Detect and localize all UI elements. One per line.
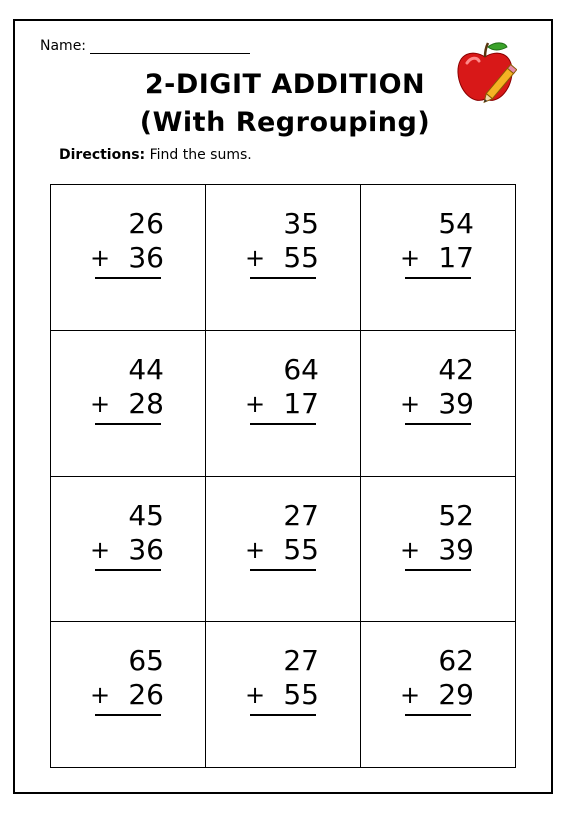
bottom-addend: 39	[438, 532, 474, 566]
answer-line[interactable]	[405, 569, 471, 571]
name-blank-line[interactable]	[90, 39, 250, 54]
directions-label: Directions:	[59, 147, 146, 163]
answer-line[interactable]	[95, 714, 161, 716]
addition-problem	[88, 644, 168, 716]
plus-sign: +	[245, 244, 266, 272]
addition-problem	[88, 353, 168, 425]
bottom-addend: 17	[438, 241, 474, 274]
plus-sign: +	[400, 389, 421, 418]
directions	[59, 147, 252, 163]
answer-line[interactable]	[405, 423, 471, 425]
top-addend: 42	[438, 352, 474, 386]
top-addend: 45	[128, 498, 164, 532]
problem-cell	[361, 622, 516, 768]
problem-cell	[361, 330, 516, 476]
plus-sign: +	[245, 389, 266, 418]
plus-sign: +	[400, 681, 421, 710]
answer-line[interactable]	[405, 277, 471, 279]
bottom-addend: 29	[438, 678, 474, 712]
answer-line[interactable]	[250, 569, 316, 571]
bottom-addend: 39	[438, 386, 474, 420]
addition-problem	[243, 207, 323, 279]
top-addend: 27	[283, 644, 319, 678]
top-addend: 64	[283, 352, 319, 386]
top-addend: 52	[438, 498, 474, 532]
problem-cell	[51, 330, 206, 476]
worksheet-title: 2-DIGIT ADDITION	[144, 69, 426, 100]
problem-cell	[51, 185, 206, 331]
plus-sign: +	[245, 681, 266, 710]
plus-sign: +	[90, 389, 111, 418]
top-addend: 35	[283, 207, 319, 240]
problem-cell	[361, 476, 516, 622]
bottom-addend: 36	[128, 241, 164, 274]
answer-line[interactable]	[250, 277, 316, 279]
bottom-addend: 26	[128, 678, 164, 712]
worksheet	[13, 19, 553, 794]
plus-sign: +	[90, 244, 111, 272]
addition-problem	[398, 353, 478, 425]
top-addend: 62	[438, 644, 474, 678]
bottom-addend: 55	[283, 678, 319, 712]
addition-problem	[88, 207, 168, 279]
top-addend: 26	[128, 207, 164, 240]
addition-problem	[243, 499, 323, 571]
problem-cell	[361, 185, 516, 331]
problem-cell	[51, 622, 206, 768]
addition-problem	[398, 499, 478, 571]
problem-cell	[51, 476, 206, 622]
answer-line[interactable]	[95, 569, 161, 571]
name-field-row	[40, 38, 250, 54]
answer-line[interactable]	[250, 423, 316, 425]
plus-sign: +	[90, 681, 111, 710]
addition-problem	[398, 644, 478, 716]
problem-cell	[206, 622, 361, 768]
worksheet-subtitle: (With Regrouping)	[139, 107, 431, 138]
bottom-addend: 17	[283, 386, 319, 420]
answer-line[interactable]	[250, 714, 316, 716]
plus-sign: +	[400, 535, 421, 564]
problem-cell	[206, 330, 361, 476]
addition-problem	[88, 499, 168, 571]
bottom-addend: 55	[283, 532, 319, 566]
bottom-addend: 28	[128, 386, 164, 420]
top-addend: 54	[438, 207, 474, 240]
problem-cell	[206, 185, 361, 331]
addition-problem	[243, 353, 323, 425]
directions-text: Find the sums.	[145, 147, 252, 163]
bottom-addend: 55	[283, 241, 319, 274]
problem-grid	[50, 184, 516, 768]
addition-problem	[398, 207, 478, 279]
answer-line[interactable]	[95, 423, 161, 425]
bottom-addend: 36	[128, 532, 164, 566]
plus-sign: +	[400, 244, 421, 272]
top-addend: 44	[128, 352, 164, 386]
plus-sign: +	[90, 535, 111, 564]
answer-line[interactable]	[405, 714, 471, 716]
name-label: Name:	[40, 38, 87, 54]
answer-line[interactable]	[95, 277, 161, 279]
top-addend: 27	[283, 498, 319, 532]
addition-problem	[243, 644, 323, 716]
plus-sign: +	[245, 535, 266, 564]
top-addend: 65	[128, 644, 164, 678]
problem-cell	[206, 476, 361, 622]
